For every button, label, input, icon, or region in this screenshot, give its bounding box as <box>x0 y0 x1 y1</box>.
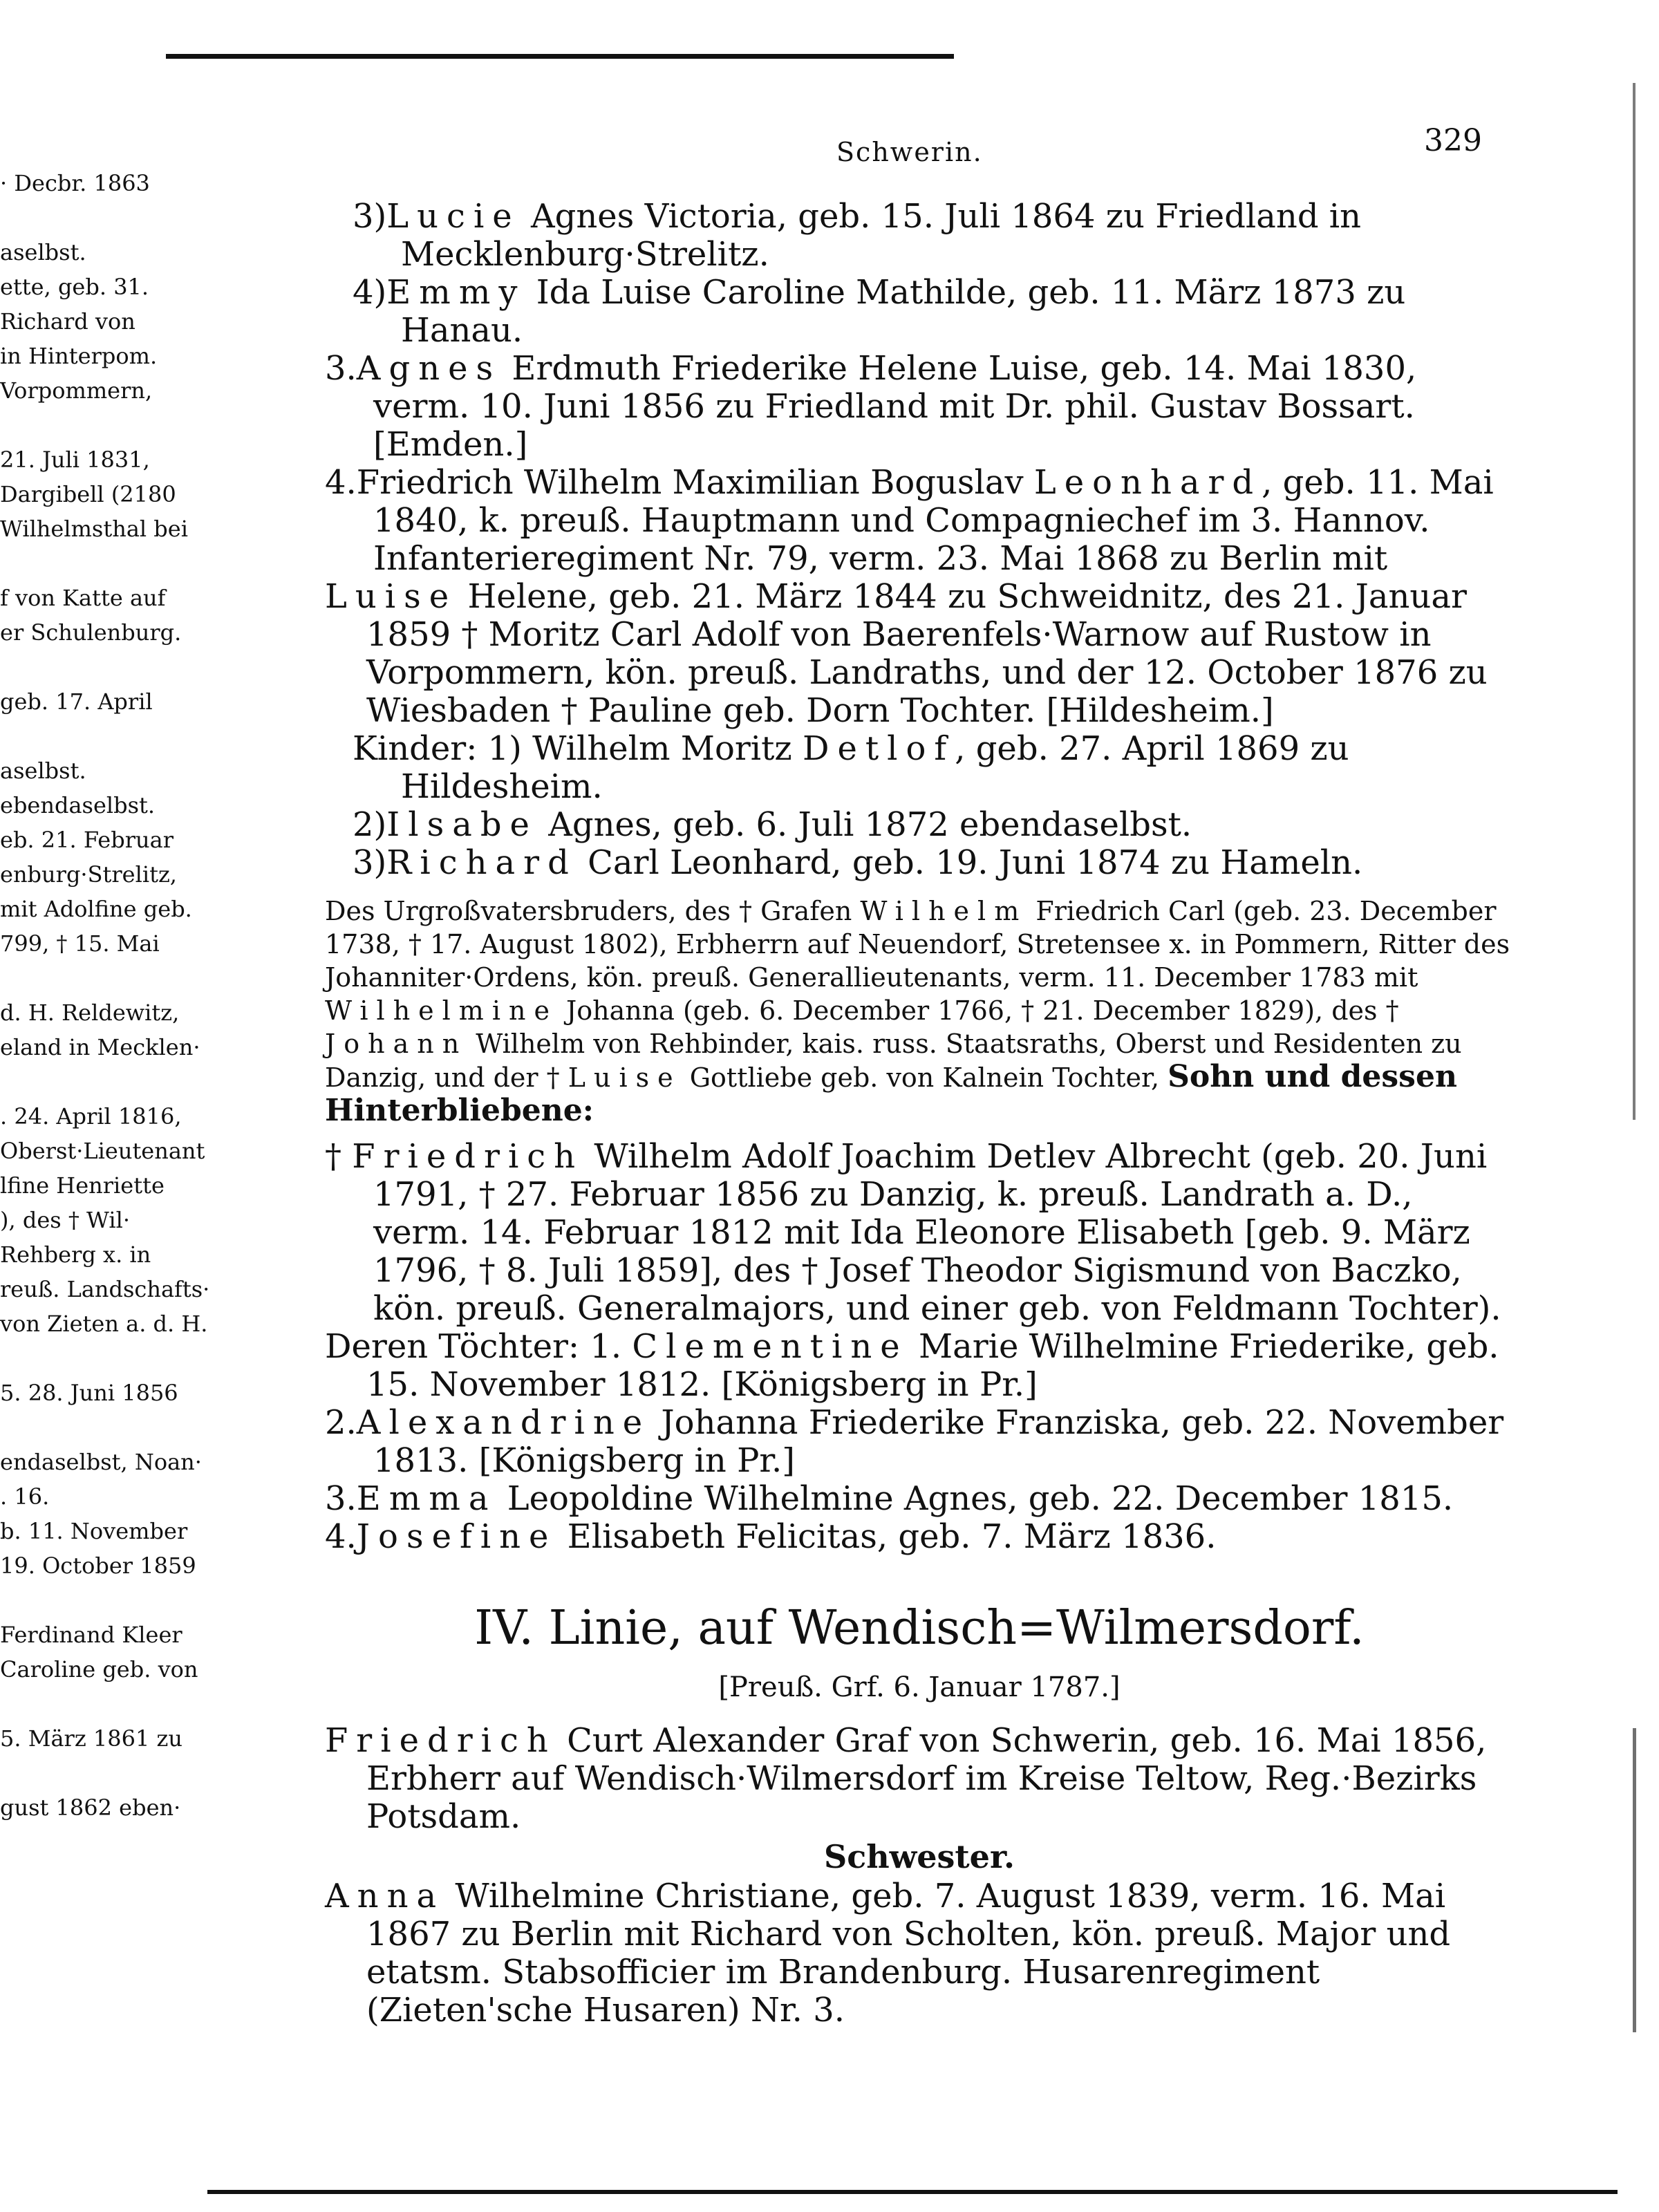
entry-name: Agnes <box>356 349 502 388</box>
entry-text: Helene, geb. 21. März 1844 zu Schweidnitz, des 21. Januar 1859 † Moritz Carl Adolf von Baerenfels·Warnow auf Rustow in Vorpommern, kön. preuß. Landraths, und der 12. October 1876 zu Wiesbaden † Pauline geb. Dorn Tochter. [Hildesheim.] <box>366 577 1488 730</box>
entry-text: Curt Alexander Graf von Schwerin, geb. 16. Mai 1856, Erbherr auf Wendisch·Wilmersdorf im Kreise Teltow, Reg.·Bezirks Potsdam. <box>366 1721 1487 1836</box>
entry-text: , geb. 11. Mai 1840, k. preuß. Hauptmann und Compagniechef im 3. Hannov. Infanterieregiment Nr. 79, verm. 23. Mai 1868 zu Berlin mit <box>373 463 1494 578</box>
margin-line: Vorpommern, <box>0 377 153 404</box>
entry-name: Anna <box>325 1877 445 1915</box>
margin-line: aselbst. <box>0 239 86 265</box>
margin-line: 5. März 1861 zu <box>0 1725 182 1752</box>
paragraph-name: Wilhelm <box>860 896 1028 926</box>
entry-lucie <box>353 198 1514 274</box>
entry-text: Wilhelmine Christiane, geb. 7. August 1839, verm. 16. Mai 1867 zu Berlin mit Richard von Scholten, kön. preuß. Major und etatsm. Stabsofficier im Brandenburg. Husarenregiment (Zieten'sche Husaren) Nr. 3. <box>366 1877 1451 2030</box>
entry-name: Ilsabe <box>386 805 538 844</box>
margin-line: b. 11. November <box>0 1518 188 1544</box>
entry-text: Carl Leonhard, geb. 19. Juni 1874 zu Hameln. <box>577 843 1363 882</box>
entry-number: 4) <box>353 273 387 312</box>
entry-anna <box>325 1877 1514 2030</box>
entry-number: 3) <box>353 197 387 236</box>
entry-richard <box>353 844 1514 882</box>
margin-gap <box>0 200 166 235</box>
margin-line: f von Katte auf <box>0 585 166 611</box>
entry-leonhard <box>325 464 1514 578</box>
margin-line: 21. Juli 1831, <box>0 447 150 473</box>
entry-clementine <box>325 1328 1514 1404</box>
entry-name: Friedrich <box>325 1721 556 1760</box>
entry-name: Emma <box>356 1479 497 1518</box>
entry-number: 3) <box>353 843 387 882</box>
entry-text: Agnes Victoria, geb. 15. Juli 1864 zu Friedland in Mecklenburg·Strelitz. <box>401 197 1362 274</box>
entry-name: Luise <box>325 577 458 616</box>
entry-number: 3. <box>325 1479 357 1518</box>
entry-number: 4. <box>325 463 357 502</box>
entry-prefix: Kinder: 1) Wilhelm Moritz <box>353 729 803 768</box>
entry-ilsabe <box>353 806 1514 844</box>
margin-line: gust 1862 eben· <box>0 1794 181 1821</box>
section-heading: IV. Linie, auf Wendisch=Wilmersdorf. <box>474 1601 1365 1656</box>
entry-text: Wilhelm Adolf Joachim Detlev Albrecht (geb. 20. Juni 1791, † 27. Februar 1856 zu Danzig, k. preuß. Landrath a. D., verm. 14. Februar 1812 mit Ida Eleonore Elisabeth [geb. 9. März 1796, † 8. Juli 1859], des † Josef Theodor Sigismund von Baczko, kön. preuß. Generalmajors, und einer geb. von Feldmann Tochter). <box>373 1137 1501 1328</box>
paragraph-name: Wilhelmine <box>325 995 558 1026</box>
margin-line: Richard von <box>0 308 135 335</box>
margin-gap <box>0 650 166 684</box>
margin-line: Rehberg x. in <box>0 1241 151 1268</box>
margin-line: 5. 28. Juni 1856 <box>0 1380 178 1406</box>
margin-gap <box>0 546 166 581</box>
entry-head-friedrich <box>325 1722 1514 1836</box>
entry-number: 2. <box>325 1403 357 1442</box>
entry-name: Josefine <box>356 1517 557 1556</box>
margin-line: eland in Mecklen· <box>0 1034 200 1060</box>
margin-line: lfine Henriette <box>0 1172 165 1199</box>
entry-name: Lucie <box>386 197 521 236</box>
main-text-column <box>325 198 1514 2030</box>
entry-agnes <box>325 350 1514 464</box>
entry-name: Leonhard <box>1033 463 1262 502</box>
margin-line: Caroline geb. von <box>0 1656 198 1683</box>
entry-text: Marie Wilhelmine Friederike, geb. 15. November 1812. [Königsberg in Pr.] <box>366 1327 1499 1404</box>
margin-line: aselbst. <box>0 758 86 784</box>
margin-gap <box>0 1065 166 1099</box>
margin-gap <box>0 1410 166 1445</box>
entry-text: Johanna Friederike Franziska, geb. 22. November 1813. [Königsberg in Pr.] <box>373 1403 1504 1480</box>
entry-text: Erdmuth Friederike Helene Luise, geb. 14. Mai 1830, verm. 10. Juni 1856 zu Friedland mit Dr. phil. Gustav Bossart. [Emden.] <box>373 349 1417 464</box>
entry-name: Emmy <box>386 273 526 312</box>
paragraph-name: Johann <box>325 1029 468 1059</box>
entry-text: Elisabeth Felicitas, geb. 7. März 1836. <box>556 1517 1217 1556</box>
right-edge-mark-lower <box>1633 1728 1636 2032</box>
entry-text: Ida Luise Caroline Mathilde, geb. 11. März 1873 zu Hanau. <box>401 273 1406 350</box>
entry-number: 3. <box>325 349 357 388</box>
margin-line: Ferdinand Kleer <box>0 1622 182 1648</box>
margin-line: reuß. Landschafts· <box>0 1276 210 1302</box>
entry-text: , geb. 27. April 1869 zu Hildesheim. <box>401 729 1349 806</box>
entry-prefix: Friedrich Wilhelm Maximilian Boguslav <box>356 463 1034 502</box>
paragraph-text: Friedrich Carl (geb. 23. December 1738, † 17. August 1802), Erbherrn auf Neuendorf, Stretensee x. in Pommern, Ritter des Johanniter·Ordens, kön. preuß. Generallieutenants, verm. 11. December 1783 mit <box>325 896 1510 993</box>
margin-line: geb. 17. April <box>0 688 153 715</box>
margin-gap <box>0 719 166 753</box>
margin-line: Wilhelmsthal bei <box>0 516 188 542</box>
section-subheading: [Preuß. Grf. 6. Januar 1787.] <box>718 1671 1121 1703</box>
margin-line: endaselbst, Noan· <box>0 1449 202 1475</box>
margin-gap <box>0 408 166 442</box>
margin-gap <box>0 1687 166 1721</box>
margin-line: von Zieten a. d. H. <box>0 1311 208 1337</box>
entry-emmy <box>353 274 1514 350</box>
entry-name: Clementine <box>632 1327 908 1366</box>
entry-emma <box>325 1480 1514 1518</box>
paragraph-bold: Sohn und dessen Hinterbliebene: <box>325 1059 1457 1128</box>
margin-line: in Hinterpom. <box>0 343 158 369</box>
paragraph-text: Des Urgroßvatersbruders, des † Grafen <box>325 896 861 926</box>
entry-luise-helene <box>325 578 1514 730</box>
bottom-rule <box>207 2190 1618 2194</box>
margin-line: d. H. Reldewitz, <box>0 1000 180 1026</box>
margin-line: Dargibell (2180 <box>0 481 176 507</box>
entry-name: Detlof <box>802 729 955 768</box>
entry-text: Agnes, geb. 6. Juli 1872 ebendaselbst. <box>537 805 1192 844</box>
margin-line: enburg·Strelitz, <box>0 861 177 888</box>
entry-josefine <box>325 1518 1514 1556</box>
entry-name: Friedrich <box>352 1137 584 1176</box>
margin-line: ebendaselbst. <box>0 792 156 818</box>
entry-prefix: Deren Töchter: 1. <box>325 1327 632 1366</box>
margin-line: . 24. April 1816, <box>0 1103 182 1130</box>
entry-number: 2) <box>353 805 387 844</box>
margin-line: · Decbr. 1863 <box>0 170 150 196</box>
entry-name: Alexandrine <box>356 1403 651 1442</box>
top-rule <box>166 54 954 59</box>
margin-line: er Schulenburg. <box>0 619 182 646</box>
entry-name: Richard <box>386 843 577 882</box>
entry-friedrich-wilhelm <box>325 1138 1514 1328</box>
margin-line: . 16. <box>0 1483 50 1510</box>
entry-kinder-detlof <box>353 730 1514 806</box>
paragraph-name: Luise <box>568 1062 682 1093</box>
entry-text: Leopoldine Wilhelmine Agnes, geb. 22. December 1815. <box>496 1479 1454 1518</box>
margin-line: eb. 21. Februar <box>0 827 174 853</box>
margin-gap <box>0 1756 166 1790</box>
margin-gap <box>0 961 166 995</box>
left-margin-fragments <box>0 166 210 1825</box>
sister-title: Schwester. <box>824 1838 1015 1875</box>
page-number: 329 <box>1424 123 1482 158</box>
margin-line: 19. October 1859 <box>0 1553 196 1579</box>
margin-line: ette, geb. 31. <box>0 274 149 300</box>
right-edge-mark <box>1633 83 1635 1120</box>
entry-alexandrine <box>325 1404 1514 1480</box>
paragraph-text: Johanna (geb. 6. December 1766, † 21. December 1829), des † <box>557 995 1399 1026</box>
paragraph-text: Wilhelm von Rehbinder, kais. russ. Staatsraths, Oberst und Residenten zu Danzig, und der † <box>325 1029 1462 1093</box>
margin-gap <box>0 1341 166 1376</box>
entry-number: † <box>325 1137 341 1176</box>
margin-line: 799, † 15. Mai <box>0 930 160 957</box>
running-head: Schwerin. <box>836 137 983 167</box>
entry-number: 4. <box>325 1517 357 1556</box>
margin-line: mit Adolfine geb. <box>0 896 192 922</box>
margin-gap <box>0 1583 166 1618</box>
margin-line: ), des † Wil· <box>0 1207 130 1233</box>
margin-line: Oberst·Lieutenant <box>0 1138 205 1164</box>
paragraph-text: Gottliebe geb. von Kalnein Tochter, <box>681 1062 1168 1093</box>
ancestor-paragraph <box>325 894 1514 1128</box>
